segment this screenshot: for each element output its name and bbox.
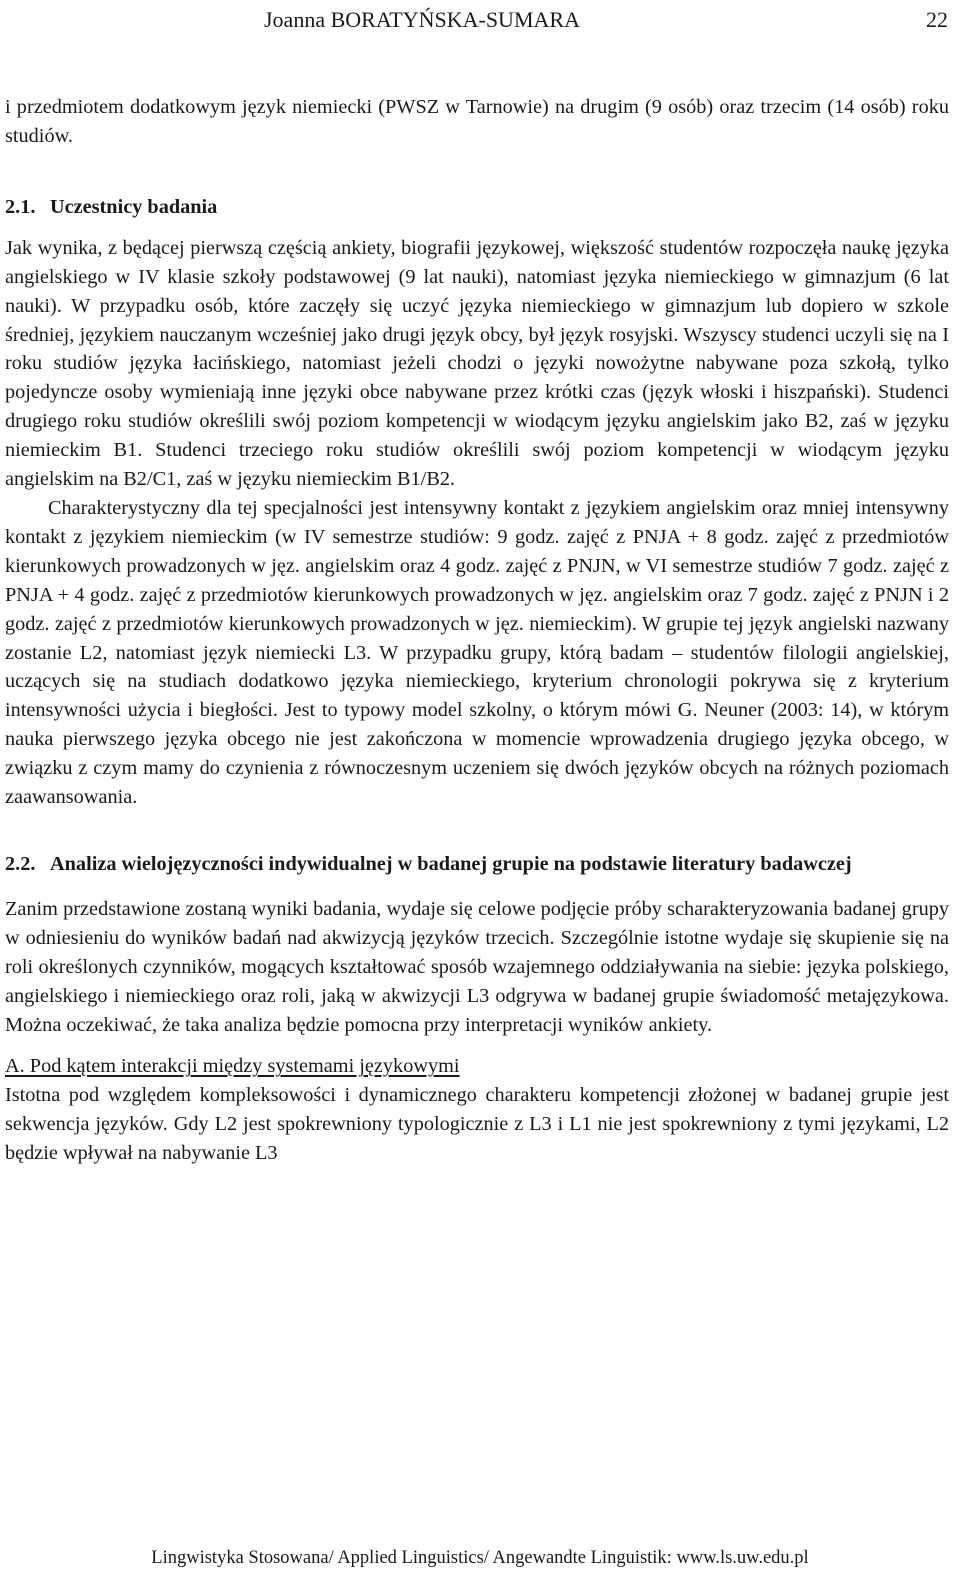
running-footer: Lingwistyka Stosowana/ Applied Linguistics/ Angewandte Linguistik: www.ls.uw.edu.pl (151, 1548, 809, 1568)
section-title: Uczestnicy badania (50, 195, 218, 218)
section-number: 2.1. (5, 195, 36, 218)
paragraph-language-sequence: Istotna pod względem kompleksowości i dynamicznego charakteru kompetencji złożonej w badanej grupie jest sekwencja języków. Gdy L2 jest spokrewniony typologicznie z L3 i L1 nie jest spokrewniony z tymi językami, L2 będzie wpływał na nabywanie L3 (5, 1084, 949, 1165)
paragraph-analysis-intro: Zanim przedstawione zostaną wyniki badania, wydaje się celowe podjęcie próby scharakteryzowania badanej grupy w odniesieniu do wyników badań nad akwizycją języków trzecich. Szczególnie istotne wydaje się skupienie się na roli określonych czynników, mogących kształtować sposób wzajemnego oddziaływania na siebie: języka polskiego, angielskiego i niemieckiego oraz roli, jaką w akwizycji L3 odgrywa w badanej grupie świadomość metajęzykowa. Można oczekiwać, że taka analiza będzie pomocna przy interpretacji wyników ankiety. (5, 897, 949, 1036)
header-author: Joanna BORATYŃSKA-SUMARA (264, 7, 580, 32)
section-heading-2-1 (5, 193, 949, 222)
article-body (5, 93, 949, 1168)
paragraph-characteristics: Charakterystyczny dla tej specjalności jest intensywny kontakt z językiem angielskim oraz mniej intensywny kontakt z językiem niemieckim (w IV semestrze studiów: 9 godz. zajęć z PNJA + 8 godz. zajęć z przedmiotów kierunkowych prowadzonych w jęz. angielskim oraz 4 godz. zajęć z PNJN, w VI semestrze studiów 7 godz. zajęć z PNJA + 4 godz. zajęć z przedmiotów kierunkowych prowadzonych w jęz. angielskim oraz 7 godz. zajęć z PNJN i 2 godz. zajęć z przedmiotów kierunkowych prowadzonych w jęz. niemieckim). W grupie tej język angielski nazwany zostanie L2, natomiast język niemiecki L3. W przypadku grupy, którą badam – studentów filologii angielskiej, uczących się na studiach dodatkowo języka niemieckiego, kryterium chronologii pokrywa się z kryterium intensywności użycia i biegłości. Jest to typowy model szkolny, o którym mówi G. Neuner (2003: 14), w którym nauka pierwszego języka obcego nie jest zakończona w momencie wprowadzenia drugiego języka obcego, w związku z czym mamy do czynienia z równoczesnym uczeniem się dwóch języków obcych na różnych poziomach zaawansowania. (5, 496, 949, 809)
intro-paragraph: i przedmiotem dodatkowym język niemiecki (PWSZ w Tarnowie) na drugim (9 osób) oraz trzecim (14 osób) roku studiów. (5, 96, 949, 147)
paragraph-participants: Jak wynika, z będącej pierwszą częścią ankiety, biografii językowej, większość studentów rozpoczęła naukę języka angielskiego w IV klasie szkoły podstawowej (9 lat nauki), natomiast języka niemieckiego w gimnazjum (6 lat nauki). W przypadku osób, które zaczęły się uczyć języka niemieckiego w gimnazjum lub dopiero w szkole średniej, językiem nauczanym wcześniej jako drugi język obcy, był język rosyjski. Wszyscy studenci uczyli się na I roku studiów języka łacińskiego, natomiast jeżeli chodzi o języki nowożytne nabywane poza szkołą, tylko pojedyncze osoby wymieniają inne języki obce nabywane przez krótki czas (język włoski i hiszpański). Studenci drugiego roku studiów określili swój poziom kompetencji w wiodącym języku angielskim jako B2, zaś w języku niemieckim B1. Studenci trzeciego roku studiów określili swój poziom kompetencji w wiodącym języku angielskim na B2/C1, zaś w języku niemieckim B1/B2. (5, 236, 949, 491)
subsection-heading-a: A. Pod kątem interakcji między systemami językowymi (5, 1055, 460, 1078)
page-number: 22 (926, 7, 948, 32)
section-title: Analiza wielojęzyczności indywidualnej w badanej grupie na podstawie literatury badawczej (50, 852, 852, 875)
section-number: 2.2. (5, 852, 36, 875)
section-heading-2-2 (5, 850, 949, 879)
running-header (264, 5, 948, 35)
